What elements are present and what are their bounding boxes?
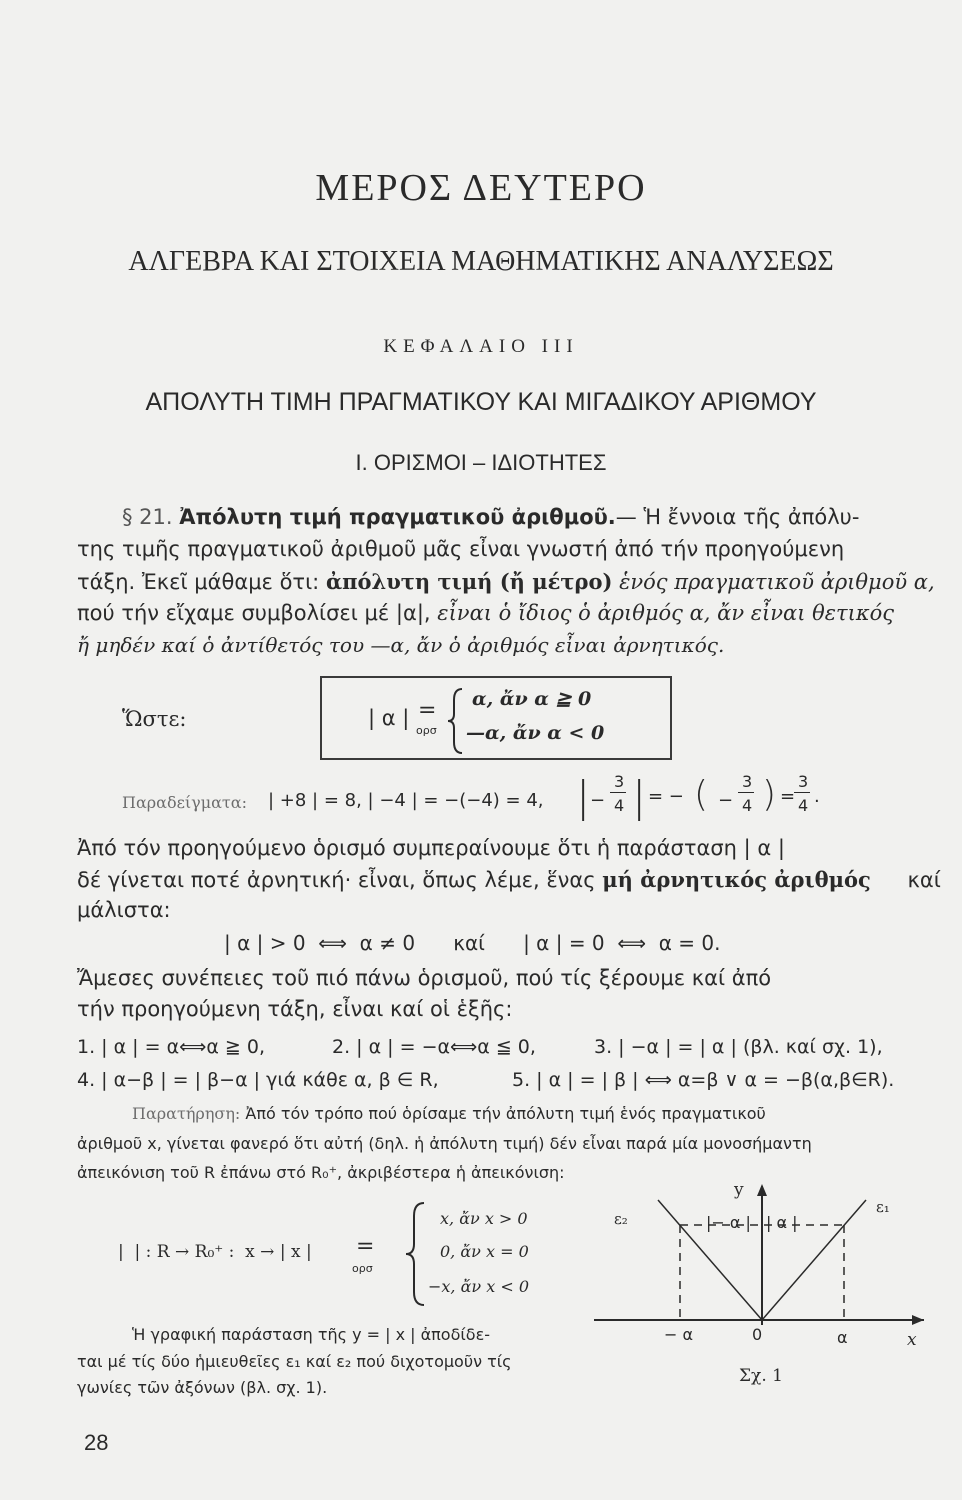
paren-left: ( (694, 774, 709, 815)
frac2-bar (738, 792, 754, 793)
fig-zero-label: 0 (752, 1325, 763, 1344)
frac3-num: 3 (798, 772, 809, 791)
graph-text-line2: ται μέ τίς δύο ἡμιευθεῖες ε₁ καί ε₂ πού διχοτομοῦν τίς (77, 1352, 512, 1371)
frac2-num: 3 (742, 772, 753, 791)
minus-sign: − (590, 790, 606, 811)
examples-label: Παραδείγματα: (122, 793, 247, 812)
definition-box (320, 676, 672, 760)
mapping-eq-sub: ορσ (352, 1262, 373, 1275)
abs-bar-right: | (632, 772, 647, 821)
section-title: Ι. ΟΡΙΣΜΟΙ – ΙΔΙΟΤΗΤΕΣ (355, 450, 607, 475)
chapter-label: ΚΕΦΑΛΑΙΟ III (383, 336, 579, 357)
para21-heading: Ἀπόλυτη τιμή πραγματικοῦ ἀριθμοῦ. (179, 505, 616, 529)
body2-l2-c: καί (907, 868, 941, 892)
def-case1: α, ἄν α ≧ 0 (472, 688, 592, 710)
fig-right-abs-label: | α | (766, 1213, 798, 1232)
para21-l3-italic: ἑνός πραγματικοῦ ἀριθμοῦ α, (619, 570, 935, 594)
body2-line4: Ἄμεσες συνέπειες τοῦ πιό πάνω ὁρισμοῦ, πού τίς ξέρουμε καί ἀπό (77, 966, 772, 990)
para21-l4-italic: εἶναι ὁ ἴδιος ὁ ἀριθμός α, ἄν εἶναι θετικός (437, 601, 895, 625)
para21-l3-a: τάξη. Ἐκεῖ μάθαμε ὅτι: (77, 570, 320, 594)
equivalence-line: | α | > 0 ⟺ α ≠ 0 καί | α | = 0 ⟺ α = 0. (224, 931, 721, 955)
frac3-den: 4 (798, 796, 809, 815)
def-case2: —α, ἄν α < 0 (466, 722, 605, 744)
examples-line1: | +8 | = 8, | −4 | = −(−4) = 4, (268, 790, 544, 811)
property-5: 5. | α | = | β | ⟺ α=β ∨ α = −β(α,β∈R). (512, 1069, 895, 1091)
fig-x-label: x (907, 1330, 917, 1350)
frac1-bar (610, 792, 626, 793)
remark-line1 (132, 1104, 766, 1123)
examples-fraction-expr (576, 772, 876, 830)
part-title: ΜΕΡΟΣ ΔΕΥΤΕΡΟ (315, 167, 647, 209)
frac2-den: 4 (742, 796, 753, 815)
remark-label: Παρατήρηση: (132, 1104, 241, 1123)
para21-line2: της τιμῆς πραγματικοῦ ἀριθμοῦ μᾶς εἶναι γνωστή ἀπό τήν προηγούμενη (77, 537, 845, 561)
property-3: 3. | −α | = | α | (βλ. καί σχ. 1), (594, 1036, 883, 1058)
section-symbol: § 21. (122, 505, 173, 529)
equals-minus: = − (648, 786, 684, 807)
property-1: 1. | α | = α⟺α ≧ 0, (77, 1036, 265, 1058)
mapping-case3: −x, ἄν x < 0 (428, 1277, 529, 1296)
graph-text-line3: γωνίες τῶν ἀξόνων (βλ. σχ. 1). (77, 1378, 328, 1397)
body2-line1: Ἀπό τόν προηγούμενο ὁρισμό συμπεραίνουμε ὅτι ἡ παράσταση | α | (77, 836, 785, 860)
book-subtitle: ΑΛΓΕΒΡΑ ΚΑΙ ΣΤΟΙΧΕΙΑ ΜΑΘΗΜΑΤΙΚΗΣ ΑΝΑΛΥΣΕΩΣ (128, 246, 834, 277)
x-axis-arrow-icon (912, 1315, 924, 1325)
fig-e2-label: ε₂ (614, 1210, 628, 1228)
fig-neg-a-label: − α (664, 1325, 694, 1344)
fig-e1-label: ε₁ (876, 1198, 890, 1216)
mapping-eq: = (356, 1234, 375, 1259)
property-4: 4. | α−β | = | β−α | γιά κάθε α, β ∈ R, (77, 1069, 439, 1091)
para21-l1-rest: — Ἡ ἔννοια τῆς ἀπόλυ- (615, 505, 860, 529)
mapping-case2: 0, ἄν x = 0 (440, 1242, 529, 1261)
chapter-title: ΑΠΟΛΥΤΗ ΤΙΜΗ ΠΡΑΓΜΑΤΙΚΟΥ ΚΑΙ ΜΙΓΑΔΙΚΟΥ ΑΡΙΘΜΟΥ (145, 388, 817, 416)
fig-y-label: y (734, 1180, 744, 1200)
page-number: 28 (84, 1430, 109, 1455)
def-lhs: | α | (368, 706, 410, 730)
para21-l3-bold: ἀπόλυτη τιμή (ἤ μέτρο) (325, 569, 613, 594)
frac1-den: 4 (614, 796, 625, 815)
remark-line2: ἀριθμοῦ x, γίνεται φανερό ὅτι αὐτή (δηλ. ἡ ἀπόλυτη τιμή) δέν εἶναι παρά μία μονοσήμαντη (77, 1134, 812, 1153)
abs-bar-left: | (576, 772, 591, 821)
def-eq-sub: ορσ (416, 724, 437, 737)
inner-minus: − (718, 790, 734, 811)
fig-left-abs-label: |− α | (706, 1213, 751, 1232)
remark-line3: ἀπεικόνιση τοῦ R ἐπάνω στό R₀⁺, ἀκριβέστερα ἡ ἀπεικόνιση: (77, 1163, 565, 1182)
left-brace (446, 686, 468, 756)
body2-line5: τήν προηγούμενη τάξη, εἶναι καί οἱ ἑξῆς: (77, 997, 513, 1021)
figure-caption: Σχ. 1 (739, 1366, 783, 1386)
body2-l2-a: δέ γίνεται ποτέ ἀρνητική· εἶναι, ὅπως λέμε, ἕνας (77, 868, 596, 892)
para21-l4-a: πού τήν εἴχαμε συμβολίσει μέ |α|, (77, 601, 431, 625)
body2-line3: μάλιστα: (77, 898, 171, 922)
para21-line3 (77, 569, 935, 594)
para21-line4 (77, 601, 894, 625)
frac1-num: 3 (614, 772, 625, 791)
fig-a-label: α (837, 1328, 848, 1347)
remark-l1: Ἀπό τόν τρόπο πού ὁρίσαμε τήν ἀπόλυτη τιμή ἑνός πραγματικοῦ (245, 1104, 766, 1123)
body2-l2-bold: μή ἀρνητικός ἀριθμός (602, 867, 871, 892)
para21-line1 (122, 505, 859, 529)
equals2: = (780, 786, 796, 807)
mapping-case1: x, ἄν x > 0 (440, 1209, 528, 1228)
mapping-lhs: | | : R → R₀⁺ : x → | x | (118, 1242, 312, 1262)
frac3-bar (794, 792, 810, 793)
property-2: 2. | α | = −α⟺α ≦ 0, (332, 1036, 536, 1058)
def-eq: = (418, 698, 437, 723)
para21-line5: ἤ μηδέν καί ὁ ἀντίθετός του —α, ἄν ὁ ἀριθμός εἶναι ἀρνητικός. (77, 633, 725, 657)
paren-right: ) (762, 774, 777, 815)
graph-text-line1: Ἡ γραφική παράσταση τῆς y = | x | ἀποδίδε- (132, 1325, 491, 1344)
hoste-label: Ὥστε: (122, 707, 187, 731)
body2-line2 (77, 867, 941, 892)
final-dot: . (814, 786, 820, 807)
y-axis-arrow-icon (757, 1184, 767, 1196)
